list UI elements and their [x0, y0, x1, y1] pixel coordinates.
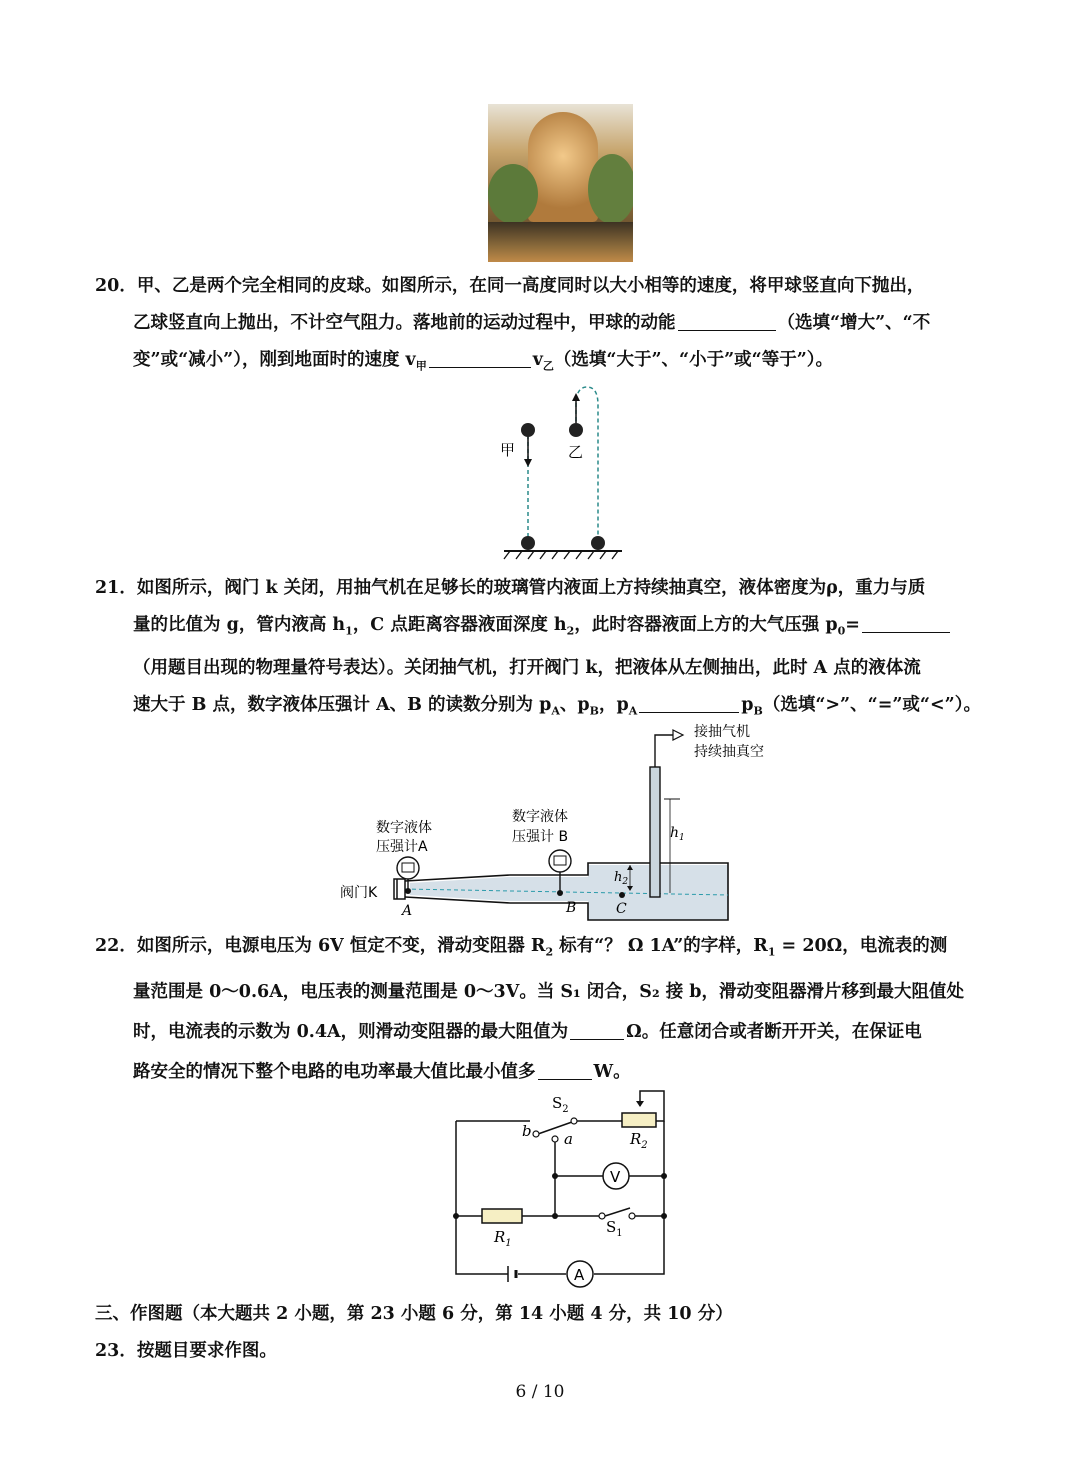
q22-line3b: Ω。任意闭合或者断开开关，在保证电	[626, 1021, 922, 1042]
q21-line4e: （选填“>”、“=”或“<”）。	[762, 694, 981, 715]
q20-line3a: 变”或“减小”），刚到地面时的速度 v	[133, 350, 416, 370]
gauge-A-label1: 数字液体	[376, 820, 432, 836]
h2-label: $h_2$	[614, 870, 629, 887]
point-C	[619, 892, 625, 898]
q21-sub-B2: B	[753, 704, 763, 717]
q21-number: 21．	[95, 578, 137, 598]
q21-blank-compare[interactable]	[639, 694, 739, 713]
q21-line2d: =	[845, 615, 860, 635]
q21-sub-h1: 1	[345, 624, 353, 638]
q21-line1: 如图所示，阀门 k 关闭，用抽气机在足够长的玻璃管内液面上方持续抽真空，液体密度为ρ，重力与质	[136, 578, 926, 598]
q22-sub-r1: 1	[767, 945, 776, 959]
label-S1: $S_1$	[606, 1218, 623, 1239]
q22-line4a: 路安全的情况下整个电路的电功率最大值比最小值多	[133, 1061, 536, 1082]
q23-number: 23．	[95, 1341, 137, 1361]
question-20	[95, 268, 995, 385]
q21-blank-p0[interactable]	[862, 615, 950, 634]
label-B: B	[566, 900, 577, 916]
label-R1: $R_1$	[494, 1228, 512, 1249]
label-valve: 阀门K	[340, 885, 378, 901]
q21-line4d: p	[741, 694, 754, 715]
ball-jia	[521, 423, 535, 437]
q22-sub-r2: 2	[545, 945, 554, 959]
h1-label: $h_1$	[670, 825, 685, 843]
q20-blank-kinetic-energy[interactable]	[678, 313, 776, 332]
q21-line3: （用题目出现的物理量符号表达）。关闭抽气机，打开阀门 k，把液体从左侧抽出，此时 A 点的液体流	[133, 657, 921, 678]
gauge-B-label2: 压强计 B	[512, 829, 569, 845]
q22-line2: 量范围是 0～0.6A，电压表的测量范围是 0～3V。当 S₁ 闭合，S₂ 接 b，滑动变阻器滑片移到最大阻值处	[133, 981, 965, 1002]
q21-line4c: ，p	[598, 694, 629, 715]
pump-label2: 持续抽真空	[694, 744, 764, 760]
q21-sub-A2: A	[628, 704, 638, 717]
label-A: A	[402, 903, 413, 919]
voltmeter-label: V	[610, 1168, 621, 1186]
label-b: b	[522, 1122, 532, 1140]
q22-blank-power[interactable]	[538, 1061, 592, 1080]
q20-sub-yi: 乙	[542, 359, 554, 373]
tree-tower-photo	[488, 104, 633, 262]
q20-ball-figure	[480, 385, 640, 565]
pump-arrow-icon	[673, 730, 683, 740]
gauge-A-label2: 压强计A	[376, 839, 428, 855]
label-R2: $R_2$	[630, 1130, 648, 1151]
q21-sub-B1: B	[589, 704, 599, 717]
q21-vacuum-figure	[330, 715, 810, 930]
ball-yi-path	[576, 387, 598, 545]
q22-circuit-figure	[440, 1086, 680, 1291]
ball-yi	[569, 423, 583, 437]
q21-line2c: ，此时容器液面上方的大气压强 p	[574, 615, 838, 635]
q21-sub-p0: 0	[837, 624, 846, 638]
question-22	[95, 928, 995, 1091]
label-C: C	[616, 901, 627, 917]
up-arrow-icon	[572, 393, 580, 401]
q20-number: 20．	[95, 276, 137, 296]
q22-line1b: 标有“？ Ω 1A”的字样，R	[553, 936, 768, 956]
q22-line3a: 时，电流表的示数为 0.4A，则滑动变阻器的最大阻值为	[133, 1021, 569, 1042]
q22-line1c: = 20Ω，电流表的测	[775, 936, 948, 956]
q20-line3c: （选填“大于”、“小于”或“等于”）。	[553, 350, 834, 370]
q20-line1: 甲、乙是两个完全相同的皮球。如图所示，在同一高度同时以大小相等的速度，将甲球竖直向下抛出，	[136, 276, 925, 296]
page-number: 6 / 10	[515, 1382, 565, 1402]
q20-line2b: （选填“增大”、“不	[777, 313, 931, 333]
question-21	[95, 570, 995, 729]
q21-line4a: 速大于 B 点，数字液体压强计 A、B 的读数分别为 p	[133, 694, 552, 715]
valve-k	[394, 879, 405, 899]
q21-sub-A1: A	[551, 704, 560, 717]
ammeter-label: A	[574, 1266, 585, 1284]
section-3-heading	[95, 1296, 995, 1370]
q22-blank-resistance[interactable]	[570, 1021, 624, 1040]
label-S2: $S_2$	[552, 1094, 569, 1115]
gauge-B-label1: 数字液体	[512, 809, 568, 825]
section-3-text: 三、作图题（本大题共 2 小题，第 23 小题 6 分，第 14 小题 4 分，共 10 分）	[95, 1304, 733, 1324]
pump-label1: 接抽气机	[694, 724, 750, 740]
label-jia: 甲	[500, 441, 516, 459]
label-yi: 乙	[568, 443, 584, 461]
q22-number: 22．	[95, 936, 137, 956]
q20-line3b: v	[532, 350, 543, 370]
q22-line4b: W。	[593, 1061, 631, 1082]
down-arrow-icon	[524, 459, 532, 467]
q22-line1a: 如图所示，电源电压为 6V 恒定不变，滑动变阻器 R	[136, 936, 546, 956]
q23-text: 按题目要求作图。	[136, 1341, 277, 1361]
label-a: a	[564, 1130, 573, 1148]
q20-line2a: 乙球竖直向上抛出，不计空气阻力。落地前的运动过程中，甲球的动能	[133, 313, 676, 333]
q21-line4b: 、p	[559, 694, 590, 715]
q21-line2a: 量的比值为 g，管内液高 h	[133, 615, 346, 635]
q20-sub-jia: 甲	[415, 359, 427, 373]
glass-tube	[650, 767, 660, 897]
q21-sub-h2: 2	[566, 624, 575, 638]
q20-blank-velocity[interactable]	[429, 350, 531, 369]
q21-line2b: ，C 点距离容器液面深度 h	[352, 615, 567, 635]
